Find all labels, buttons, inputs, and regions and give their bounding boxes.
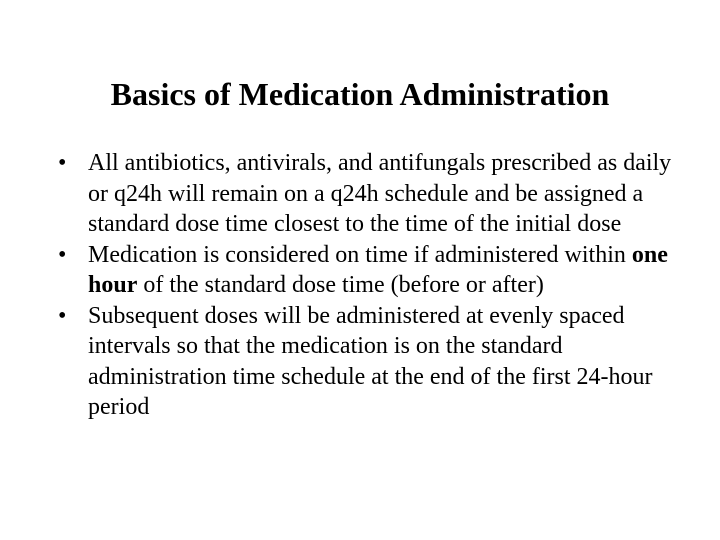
bullet-item-antimicrobial-schedule [58,148,678,240]
bullet-dot-icon: • [58,241,67,268]
bullet-dot-icon: • [58,150,67,176]
bullet-dot-icon: • [58,302,67,329]
slide-title: Basics of Medication Administration [110,76,610,112]
bullet-text: All antibiotics, antivirals, and antifungals prescribed as daily or q24h will remain on a q24h schedule and be assigned a standard dose time closest to the time of the initial dose [88,150,672,237]
bullet-text-emphasis: one hour [88,241,668,298]
bullet-text-after: of the standard dose time (before or after) [137,272,544,298]
bullet-list [58,148,678,423]
bullet-item-subsequent-doses [58,301,678,423]
bullet-item-on-time-window [58,240,678,301]
bullet-text: Subsequent doses will be administered at evenly spaced intervals so that the medication is on the standard administration time schedule at the end of the first 24-hour period [88,302,653,420]
bullet-text-before: Medication is considered on time if administered within [88,241,632,268]
